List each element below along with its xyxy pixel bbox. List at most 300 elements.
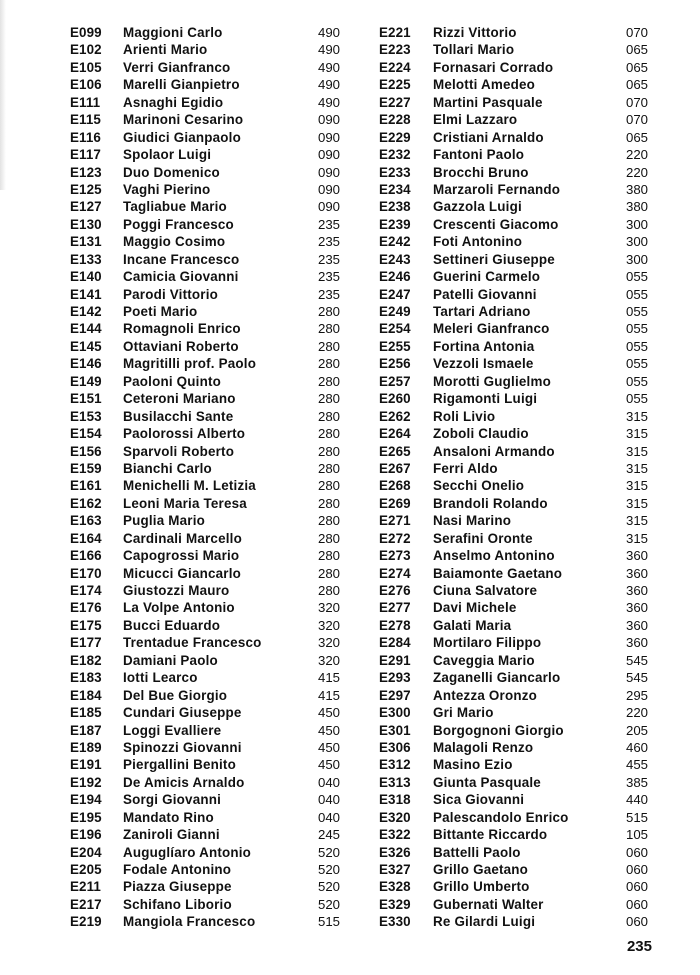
entry-name: Fantoni Paolo	[433, 147, 525, 163]
list-item	[70, 652, 340, 669]
entry-name: Sorgi Giovanni	[123, 792, 222, 808]
entry-code: E182	[70, 652, 102, 668]
entry-name: Maggioni Carlo	[123, 25, 223, 40]
list-item	[70, 617, 340, 634]
entry-code: E278	[379, 617, 411, 633]
list-item	[379, 111, 659, 128]
list-item	[379, 547, 659, 564]
list-item	[70, 303, 340, 320]
list-item	[70, 739, 340, 756]
entry-value: 090	[317, 199, 340, 215]
list-item	[70, 24, 340, 41]
entry-code: E204	[70, 844, 102, 860]
entry-name: Antezza Oronzo	[433, 687, 537, 703]
entry-name: Leoni Maria Teresa	[123, 495, 247, 511]
list-item	[379, 722, 659, 739]
entry-value: 090	[317, 129, 340, 145]
list-item	[70, 826, 340, 843]
entry-code: E247	[379, 286, 411, 302]
entry-code: E159	[70, 460, 102, 476]
entry-code: E161	[70, 478, 102, 494]
list-item	[70, 704, 340, 721]
entry-name: Del Bue Giorgio	[123, 687, 228, 703]
list-item	[379, 774, 659, 791]
entry-value: 280	[317, 460, 340, 476]
entry-value: 280	[317, 548, 340, 564]
list-item	[379, 582, 659, 599]
entry-value: 055	[625, 304, 648, 319]
list-item	[70, 181, 340, 198]
entry-code: E320	[379, 809, 411, 825]
entry-name: Masino Ezio	[433, 757, 513, 773]
list-item	[70, 565, 340, 582]
entry-name: Patelli Giovanni	[433, 286, 537, 302]
list-item	[379, 443, 659, 460]
entry-name: Camicia Giovanni	[123, 269, 239, 285]
entry-name: Fodale Antonino	[123, 862, 232, 877]
list-item	[70, 477, 340, 494]
entry-name: Borgognoni Giorgio	[433, 722, 564, 738]
list-item	[70, 599, 340, 616]
list-item	[379, 41, 659, 58]
entry-code: E183	[70, 670, 102, 686]
list-item	[379, 826, 659, 843]
entry-value: 090	[317, 164, 340, 180]
entry-name: Verri Gianfranco	[123, 59, 231, 75]
entry-name: Paoloni Quinto	[123, 373, 222, 389]
entry-value: 320	[317, 600, 340, 616]
entry-name: Cundari Giuseppe	[123, 705, 242, 721]
entry-code: E221	[379, 25, 411, 40]
entry-value: 450	[317, 739, 340, 755]
entry-code: E164	[70, 530, 102, 546]
entry-value: 450	[317, 757, 340, 773]
entry-value: 280	[317, 426, 340, 442]
entry-name: Zaganelli Giancarlo	[433, 670, 561, 686]
entry-value: 280	[317, 356, 340, 372]
entry-value: 415	[317, 687, 340, 703]
list-item	[70, 756, 340, 773]
list-item	[70, 774, 340, 791]
entry-name: Nasi Marino	[433, 513, 512, 529]
entry-name: Palescandolo Enrico	[433, 809, 569, 825]
entry-name: Malagoli Renzo	[433, 739, 534, 755]
list-item	[379, 599, 659, 616]
entry-value: 055	[625, 286, 648, 302]
entry-value: 040	[317, 792, 340, 808]
list-item	[379, 286, 659, 303]
entry-name: Bittante Riccardo	[433, 827, 548, 843]
list-item	[379, 878, 659, 895]
entry-code: E106	[70, 77, 102, 93]
entry-code: E154	[70, 426, 102, 442]
entry-value: 235	[317, 216, 340, 232]
list-item	[379, 373, 659, 390]
entry-code: E300	[379, 705, 411, 721]
entry-value: 060	[625, 844, 648, 860]
entry-value: 520	[317, 862, 340, 877]
list-item	[379, 844, 659, 861]
entry-code: E174	[70, 583, 102, 598]
list-item	[70, 913, 340, 930]
entry-value: 320	[317, 652, 340, 668]
entry-name: Vezzoli Ismaele	[433, 356, 534, 372]
list-item	[70, 582, 340, 599]
entry-name: Fornasari Corrado	[433, 59, 554, 75]
entry-name: Mangiola Francesco	[123, 914, 256, 930]
entry-code: E293	[379, 670, 411, 686]
entry-value: 280	[317, 478, 340, 494]
entry-name: Romagnoli Enrico	[123, 321, 241, 337]
entry-name: Poggi Francesco	[123, 216, 234, 232]
entry-name: Caveggia Mario	[433, 652, 535, 668]
entry-code: E189	[70, 739, 102, 755]
entry-name: Piergallini Benito	[123, 757, 236, 773]
entry-value: 300	[625, 216, 648, 232]
entry-value: 235	[317, 251, 340, 267]
entry-name: Crescenti Giacomo	[433, 216, 559, 232]
list-item	[379, 809, 659, 826]
entry-code: E102	[70, 42, 102, 58]
entry-name: Serafini Oronte	[433, 530, 533, 546]
list-item	[379, 530, 659, 547]
entry-code: E264	[379, 426, 411, 442]
entry-value: 280	[317, 304, 340, 319]
entry-name: Arienti Mario	[123, 42, 208, 58]
list-item	[379, 477, 659, 494]
entry-value: 070	[625, 94, 648, 110]
list-item	[70, 634, 340, 651]
list-item	[70, 878, 340, 895]
list-item	[379, 355, 659, 372]
entry-value: 055	[625, 321, 648, 337]
entry-name: Piazza Giuseppe	[123, 879, 232, 895]
entry-code: E273	[379, 548, 411, 564]
entry-name: Re Gilardi Luigi	[433, 914, 536, 930]
entry-name: Secchi Onelio	[433, 478, 525, 494]
entry-code: E185	[70, 705, 102, 721]
entry-value: 280	[317, 373, 340, 389]
entry-name: Gri Mario	[433, 705, 494, 721]
entry-code: E262	[379, 408, 411, 424]
entry-value: 065	[625, 77, 648, 93]
entry-code: E246	[379, 269, 411, 285]
entry-name: Brandoli Rolando	[433, 495, 548, 511]
entry-value: 450	[317, 705, 340, 721]
entry-name: Sica Giovanni	[433, 792, 525, 808]
entry-value: 090	[317, 112, 340, 128]
list-item	[70, 530, 340, 547]
entry-value: 280	[317, 513, 340, 529]
entry-value: 520	[317, 896, 340, 912]
entry-value: 055	[625, 269, 648, 285]
list-item	[379, 791, 659, 808]
entry-code: E227	[379, 94, 411, 110]
list-item	[379, 861, 659, 878]
entry-name: Trentadue Francesco	[123, 635, 262, 651]
entry-name: Morotti Guglielmo	[433, 373, 551, 389]
list-item	[379, 408, 659, 425]
entry-name: Giustozzi Mauro	[123, 583, 230, 598]
entry-value: 220	[625, 164, 648, 180]
entry-value: 065	[625, 129, 648, 145]
entry-code: E276	[379, 583, 411, 598]
entry-code: E140	[70, 269, 102, 285]
entry-name: Grillo Gaetano	[433, 862, 529, 877]
list-item	[70, 198, 340, 215]
entry-value: 315	[625, 530, 648, 546]
entry-code: E195	[70, 809, 102, 825]
entry-value: 315	[625, 408, 648, 424]
list-item	[70, 844, 340, 861]
list-item	[379, 390, 659, 407]
entry-code: E205	[70, 862, 102, 877]
list-item	[70, 129, 340, 146]
entry-code: E243	[379, 251, 411, 267]
entry-name: Tollari Mario	[433, 42, 515, 58]
entry-value: 315	[625, 495, 648, 511]
entry-code: E162	[70, 495, 102, 511]
entry-value: 490	[317, 25, 340, 40]
entry-code: E187	[70, 722, 102, 738]
entry-name: Rizzi Vittorio	[433, 25, 517, 40]
entry-code: E322	[379, 827, 411, 843]
entry-value: 070	[625, 112, 648, 128]
entry-code: E228	[379, 112, 411, 128]
entry-code: E229	[379, 129, 411, 145]
entry-value: 450	[317, 722, 340, 738]
list-item	[379, 146, 659, 163]
entry-value: 320	[317, 635, 340, 651]
entry-value: 520	[317, 844, 340, 860]
list-item	[379, 24, 659, 41]
entry-name: Poeti Mario	[123, 304, 198, 319]
entry-code: E146	[70, 356, 102, 372]
entry-value: 460	[625, 739, 648, 755]
entry-name: Magritilli prof. Paolo	[123, 356, 257, 372]
entry-value: 380	[625, 199, 648, 215]
entry-code: E274	[379, 565, 411, 581]
entry-value: 315	[625, 426, 648, 442]
entry-name: Martini Pasquale	[433, 94, 543, 110]
list-item	[379, 669, 659, 686]
entry-name: Tartari Adriano	[433, 304, 531, 319]
entry-name: Ansaloni Armando	[433, 443, 555, 459]
entry-value: 055	[625, 338, 648, 354]
entry-value: 315	[625, 460, 648, 476]
list-item	[70, 669, 340, 686]
entry-code: E291	[379, 652, 411, 668]
list-item	[70, 286, 340, 303]
entry-name: Vaghi Pierino	[123, 181, 211, 197]
entry-code: E254	[379, 321, 411, 337]
entry-name: Loggi Evalliere	[123, 722, 222, 738]
entry-code: E163	[70, 513, 102, 529]
entry-name: Menichelli M. Letizia	[123, 478, 256, 494]
list-item	[379, 913, 659, 930]
entry-name: Ferri Aldo	[433, 460, 498, 476]
entry-code: E277	[379, 600, 411, 616]
entry-code: E234	[379, 181, 411, 197]
entry-code: E175	[70, 617, 102, 633]
entry-name: Busilacchi Sante	[123, 408, 234, 424]
list-item	[379, 94, 659, 111]
entry-value: 315	[625, 513, 648, 529]
entry-code: E327	[379, 862, 411, 877]
entry-value: 380	[625, 181, 648, 197]
entry-value: 490	[317, 42, 340, 58]
entry-name: Tagliabue Mario	[123, 199, 227, 215]
entry-name: De Amicis Arnaldo	[123, 774, 245, 790]
entry-code: E328	[379, 879, 411, 895]
entry-code: E151	[70, 391, 102, 407]
list-item	[379, 338, 659, 355]
entry-code: E177	[70, 635, 102, 651]
list-item	[379, 181, 659, 198]
entry-name: Elmi Lazzaro	[433, 112, 518, 128]
entry-value: 245	[317, 827, 340, 843]
list-item	[379, 425, 659, 442]
entry-name: Rigamonti Luigi	[433, 391, 538, 407]
entry-code: E272	[379, 530, 411, 546]
list-item	[70, 791, 340, 808]
list-item	[379, 704, 659, 721]
page-number: 235	[626, 938, 652, 955]
entry-name: Grillo Umberto	[433, 879, 530, 895]
entry-value: 455	[625, 757, 648, 773]
entry-code: E117	[70, 147, 101, 163]
list-item	[70, 896, 340, 913]
list-item	[70, 251, 340, 268]
list-item	[379, 896, 659, 913]
entry-name: Bucci Eduardo	[123, 617, 221, 633]
entry-name: Brocchi Bruno	[433, 164, 529, 180]
entry-value: 360	[625, 583, 648, 598]
entry-code: E125	[70, 181, 102, 197]
entry-code: E257	[379, 373, 411, 389]
entry-code: E184	[70, 687, 102, 703]
entry-code: E211	[70, 879, 101, 895]
entry-code: E144	[70, 321, 102, 337]
entry-value: 280	[317, 565, 340, 581]
entry-code: E265	[379, 443, 411, 459]
list-item	[379, 129, 659, 146]
entry-value: 295	[625, 687, 648, 703]
entry-value: 220	[625, 705, 648, 721]
entry-value: 300	[625, 234, 648, 250]
list-item	[70, 338, 340, 355]
entry-value: 090	[317, 147, 340, 163]
right-column	[379, 24, 659, 931]
entry-value: 360	[625, 617, 648, 633]
entry-code: E242	[379, 234, 411, 250]
entry-value: 280	[317, 338, 340, 354]
entry-name: Davi Michele	[433, 600, 517, 616]
list-item	[379, 512, 659, 529]
list-item	[379, 687, 659, 704]
list-item	[379, 495, 659, 512]
list-item	[70, 460, 340, 477]
entry-name: Marinoni Cesarino	[123, 112, 244, 128]
entry-code: E233	[379, 164, 411, 180]
entry-value: 055	[625, 391, 648, 407]
list-item	[70, 41, 340, 58]
entry-name: Asnaghi Egidio	[123, 94, 224, 110]
entry-value: 055	[625, 373, 648, 389]
list-item	[70, 320, 340, 337]
entry-code: E306	[379, 739, 411, 755]
entry-code: E260	[379, 391, 411, 407]
entry-name: Ceteroni Mariano	[123, 391, 236, 407]
entry-code: E115	[70, 112, 101, 128]
list-item	[379, 164, 659, 181]
entry-code: E271	[379, 513, 411, 529]
list-item	[70, 111, 340, 128]
entry-value: 360	[625, 635, 648, 651]
entry-code: E249	[379, 304, 411, 319]
entry-code: E238	[379, 199, 411, 215]
entry-name: Incane Francesco	[123, 251, 240, 267]
entry-code: E318	[379, 792, 411, 808]
entry-name: Zaniroli Gianni	[123, 827, 220, 843]
entry-name: Maggio Cosimo	[123, 234, 226, 250]
entry-code: E224	[379, 59, 411, 75]
entry-name: Mortilaro Filippo	[433, 635, 542, 651]
entry-value: 490	[317, 94, 340, 110]
entry-name: Capogrossi Mario	[123, 548, 240, 564]
entry-code: E239	[379, 216, 411, 232]
entry-name: Giunta Pasquale	[433, 774, 541, 790]
entry-code: E142	[70, 304, 102, 319]
list-item	[70, 547, 340, 564]
list-item	[70, 390, 340, 407]
entry-value: 065	[625, 59, 648, 75]
entry-code: E170	[70, 565, 102, 581]
entry-code: E194	[70, 792, 102, 808]
entry-value: 520	[317, 879, 340, 895]
entry-value: 280	[317, 443, 340, 459]
entry-value: 280	[317, 530, 340, 546]
entry-value: 040	[317, 809, 340, 825]
entry-code: E267	[379, 460, 411, 476]
list-item	[379, 59, 659, 76]
entry-value: 090	[317, 181, 340, 197]
entry-name: Puglia Mario	[123, 513, 206, 529]
entry-name: Spinozzi Giovanni	[123, 739, 242, 755]
entry-name: Gubernati Walter	[433, 896, 544, 912]
entry-code: E111	[70, 94, 101, 110]
list-item	[379, 303, 659, 320]
entry-value: 545	[625, 652, 648, 668]
entry-name: Marelli Gianpietro	[123, 77, 240, 93]
entry-code: E166	[70, 548, 102, 564]
entry-name: Sparvoli Roberto	[123, 443, 235, 459]
entry-value: 040	[317, 774, 340, 790]
list-item	[379, 460, 659, 477]
entry-code: E196	[70, 827, 102, 843]
entry-name: Ciuna Salvatore	[433, 583, 538, 598]
entry-name: Foti Antonino	[433, 234, 523, 250]
entry-value: 490	[317, 77, 340, 93]
entry-code: E133	[70, 251, 102, 267]
list-item	[379, 76, 659, 93]
entry-code: E149	[70, 373, 102, 389]
entry-code: E219	[70, 914, 102, 930]
entry-name: Cardinali Marcello	[123, 530, 242, 546]
list-item	[379, 320, 659, 337]
list-item	[70, 861, 340, 878]
entry-value: 060	[625, 862, 648, 877]
